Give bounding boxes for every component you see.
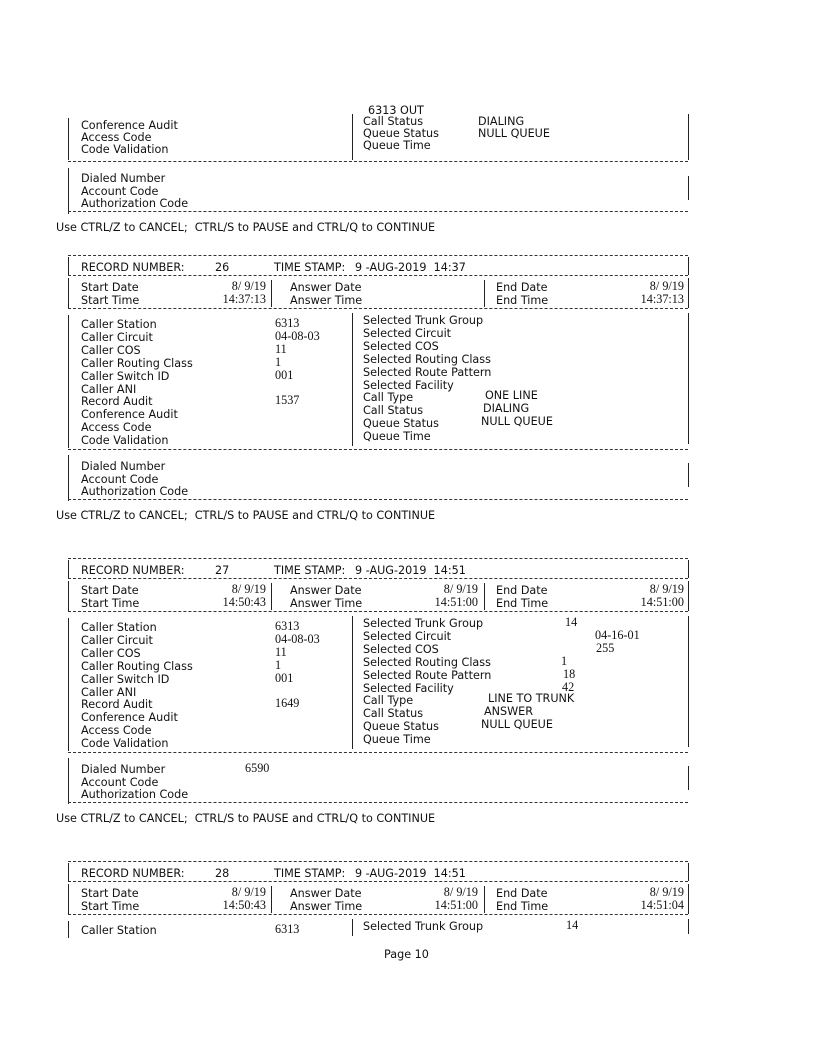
caller-field-value: 6313 [275,619,300,633]
end-time-label: End Time [496,900,549,913]
left-border [68,168,69,214]
caller-field-label: Record Audit [81,395,153,409]
selected-field-label: Selected Route Pattern [363,365,492,379]
start-time-label: Start Time [81,294,140,307]
section-divider [68,161,688,162]
keyboard-prompt: Use CTRL/Z to CANCEL; CTRL/S to PAUSE and CTRL/Q to CONTINUE [56,509,436,522]
field-label: Account Code [81,184,159,198]
right-border [688,616,689,747]
caller-field-label: Access Code [81,421,152,435]
selected-field-label: Selected Route Pattern [363,668,492,682]
bottom-field-label: Authorization Code [81,788,189,801]
answer-time-value: 14:51:00 [434,898,478,912]
selected-field-label: Selected Circuit [363,326,452,340]
caller-field-label: Caller Circuit [81,633,153,647]
selected-field-label: Selected COS [363,339,439,353]
keyboard-prompt: Use CTRL/Z to CANCEL; CTRL/S to PAUSE and CTRL/Q to CONTINUE [56,221,436,234]
record-number-value: 27 [215,564,230,577]
caller-field-value: 6313 [275,922,300,936]
selected-field-label: Selected Routing Class [363,655,491,669]
right-border [688,919,689,934]
time-stamp-value: 9 -AUG-2019 14:51 [355,867,466,880]
selected-field-value: 18 [563,666,576,681]
page-number: Page 10 [384,948,429,961]
section-divider [68,578,688,579]
end-date-value: 8/ 9/19 [649,582,684,596]
column-separator [271,583,272,610]
selected-field-label: Selected Circuit [363,629,452,643]
selected-field-value: NULL QUEUE [481,718,553,732]
caller-field-label: Caller ANI [81,382,137,396]
end-time-value: 14:51:04 [640,898,684,912]
caller-field-label: Caller Station [81,318,157,331]
selected-field-label: Selected Trunk Group [363,920,484,933]
column-separator [352,616,353,749]
selected-field-label: Queue Status [363,417,439,431]
dialed-number-value: 6590 [245,761,270,775]
selected-field-label: Call Status [363,707,424,721]
end-time-value: 14:51:00 [640,595,684,609]
bottom-field-label: Authorization Code [81,485,189,498]
section-divider [68,499,688,500]
selected-field-label: Call Type [363,391,414,405]
answer-time-label: Answer Time [290,900,363,913]
start-date-label: Start Date [81,887,139,900]
left-border [68,455,69,501]
left-border [68,315,69,448]
time-stamp-value: 9 -AUG-2019 14:51 [355,564,466,577]
selected-field-value: 14 [566,918,579,932]
right-border [688,766,689,790]
left-border [68,921,69,938]
record-number-label: RECORD NUMBER: [81,564,185,577]
section-divider [68,881,688,882]
selected-field-label: Call Type [363,694,414,708]
selected-field-value: 255 [596,640,615,655]
caller-field-label: Caller Switch ID [81,369,170,383]
right-border [688,463,689,487]
field-value: DIALING [478,115,525,128]
time-stamp-label: TIME STAMP: [274,261,346,274]
field-label: Queue Status [363,127,439,140]
end-date-value: 8/ 9/19 [649,885,684,899]
caller-field-label: Conference Audit [81,711,178,725]
record-top-border [68,558,688,559]
selected-field-label: Selected COS [363,642,439,656]
selected-field-value: 42 [562,679,575,694]
left-border [68,863,69,881]
section-divider [68,211,688,212]
column-separator [352,919,353,936]
left-border [68,278,69,308]
column-separator [271,280,272,307]
caller-field-value: 1 [275,657,282,672]
left-border [68,560,69,578]
start-date-value: 8/ 9/19 [231,279,266,293]
record-top-border [68,255,688,256]
section-divider [68,449,688,450]
field-label: Call Status [363,115,424,128]
caller-field-label: Code Validation [81,737,169,751]
caller-field-label: Caller COS [81,343,141,357]
caller-field-value: 04-08-03 [275,328,320,343]
caller-field-label: Caller Routing Class [81,356,193,370]
selected-field-label: Queue Time [363,430,431,444]
answer-date-label: Answer Date [290,281,362,294]
record-number-value: 28 [215,867,230,880]
selected-field-value: DIALING [483,402,530,416]
field-label: Conference Audit [81,119,178,132]
right-border [688,313,689,444]
end-time-value: 14:37:13 [640,292,684,306]
selected-field-label: Call Status [363,404,424,418]
field-value: NULL QUEUE [478,127,550,140]
section-divider [68,275,688,276]
bottom-field-label: Account Code [81,775,159,789]
answer-time-label: Answer Time [290,597,363,610]
left-border [68,618,69,751]
right-border [688,257,689,275]
selected-field-label: Selected Trunk Group [363,617,484,630]
start-date-value: 8/ 9/19 [231,582,266,596]
caller-field-value: 04-08-03 [275,631,320,646]
caller-field-label: Caller Station [81,924,157,937]
selected-field-value: NULL QUEUE [481,415,553,429]
section-divider [68,914,688,915]
selected-field-label: Selected Trunk Group [363,314,484,327]
time-stamp-value: 9 -AUG-2019 14:37 [355,261,466,274]
left-border [68,884,69,914]
end-time-label: End Time [496,294,549,307]
answer-time-label: Answer Time [290,294,363,307]
right-border [688,114,689,160]
field-label: Authorization Code [81,197,189,210]
right-border [688,560,689,578]
caller-field-value: 1 [275,354,282,369]
field-label: Access Code [81,131,152,144]
end-time-label: End Time [496,597,549,610]
caller-field-label: Caller Station [81,621,157,634]
caller-field-value: 001 [275,367,294,382]
selected-field-label: Selected Facility [363,681,454,695]
column-separator [271,886,272,913]
start-time-label: Start Time [81,597,140,610]
left-border [68,758,69,804]
caller-field-label: Caller Routing Class [81,659,193,673]
column-separator [352,313,353,446]
selected-field-value: 1 [561,653,568,668]
section-divider [68,611,688,612]
selected-field-label: Selected Routing Class [363,352,491,366]
start-time-label: Start Time [81,900,140,913]
column-separator [352,114,353,160]
left-border [68,257,69,275]
right-border [688,278,689,308]
start-date-label: Start Date [81,584,139,597]
caller-field-label: Access Code [81,724,152,738]
bottom-field-label: Dialed Number [81,460,166,473]
caller-field-label: Code Validation [81,434,169,448]
selected-field-label: Selected Facility [363,378,454,392]
end-date-label: End Date [496,584,548,597]
selected-field-value: ONE LINE [485,389,538,403]
end-date-label: End Date [496,281,548,294]
answer-date-value: 8/ 9/19 [443,582,478,596]
record-top-border [68,861,688,862]
caller-field-label: Caller Switch ID [81,672,170,686]
bottom-field-label: Account Code [81,472,159,486]
caller-field-label: Caller ANI [81,685,137,699]
caller-field-value: 6313 [275,316,300,330]
time-stamp-label: TIME STAMP: [274,564,346,577]
start-time-value: 14:50:43 [222,898,266,912]
field-label: Code Validation [81,143,169,156]
right-border [688,863,689,881]
record-number-label: RECORD NUMBER: [81,867,185,880]
column-separator [484,886,485,913]
caller-field-value: 11 [275,644,287,659]
field-label: Dialed Number [81,172,166,185]
caller-field-value: 1537 [275,393,300,408]
time-stamp-label: TIME STAMP: [274,867,346,880]
selected-field-label: Queue Status [363,720,439,734]
selected-field-label: Queue Time [363,733,431,747]
answer-date-label: Answer Date [290,887,362,900]
record-number-label: RECORD NUMBER: [81,261,185,274]
caller-field-label: Caller Circuit [81,330,153,344]
field-label: Queue Time [363,139,431,152]
caller-station-line: 6313 OUT [368,104,424,117]
right-border [688,581,689,611]
selected-field-value: ANSWER [484,705,534,719]
right-border [688,884,689,914]
selected-field-value: 04-16-01 [595,627,640,642]
caller-field-label: Conference Audit [81,408,178,422]
selected-field-value: LINE TO TRUNK [488,692,575,706]
caller-field-value: 1649 [275,696,300,711]
column-separator [484,583,485,610]
caller-field-value: 11 [275,341,287,356]
selected-field-value: 14 [565,615,578,629]
right-border [688,176,689,200]
bottom-field-label: Dialed Number [81,763,166,776]
answer-date-value: 8/ 9/19 [443,885,478,899]
left-border [68,118,69,160]
record-number-value: 26 [215,261,230,274]
left-border [68,581,69,611]
end-date-label: End Date [496,887,548,900]
answer-date-label: Answer Date [290,584,362,597]
start-date-value: 8/ 9/19 [231,885,266,899]
caller-field-label: Caller COS [81,646,141,660]
section-divider [68,308,688,309]
section-divider [68,752,688,753]
keyboard-prompt: Use CTRL/Z to CANCEL; CTRL/S to PAUSE and CTRL/Q to CONTINUE [56,812,436,825]
caller-field-label: Record Audit [81,698,153,712]
start-time-value: 14:37:13 [222,292,266,306]
caller-field-value: 001 [275,670,294,685]
answer-time-value: 14:51:00 [434,595,478,609]
column-separator [484,280,485,307]
end-date-value: 8/ 9/19 [649,279,684,293]
start-time-value: 14:50:43 [222,595,266,609]
section-divider [68,802,688,803]
start-date-label: Start Date [81,281,139,294]
